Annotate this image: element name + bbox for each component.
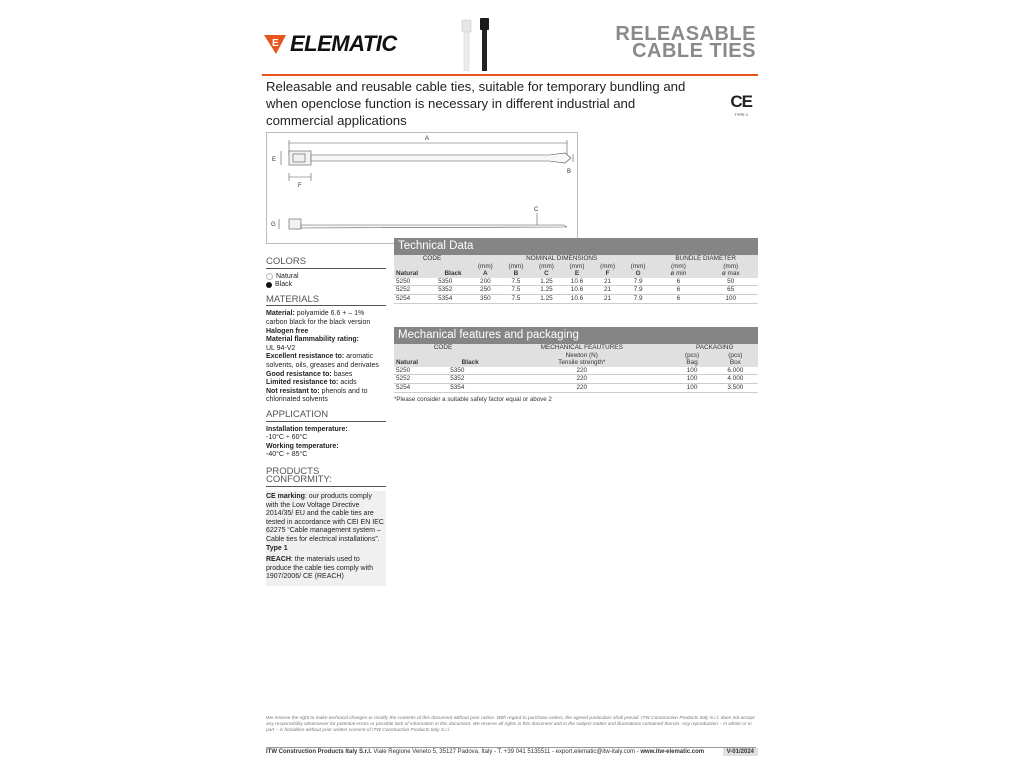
mech-col-natural: Natural [394,359,448,367]
tech-unit: (mm) [531,263,562,271]
table-row [394,278,758,286]
tech-group-dims: NOMINAL DIMENSIONS [470,255,653,263]
table-cell: 5350 [448,367,492,375]
table-row [394,294,758,303]
table-cell: 21 [592,286,623,295]
mechanical-heading: Mechanical features and packaging [394,327,758,344]
footer-contact [266,749,706,755]
tech-col-natural: Natural [394,270,436,278]
technical-data-heading: Technical Data [394,238,758,255]
material-label: Material: [266,310,295,318]
table-cell: 5352 [448,375,492,384]
table-cell: 100 [671,375,712,384]
intro-text: Releasable and reusable cable ties, suitable for temporary bundling and when openclose function is necessary in different industrial and commercial applications [266,79,686,128]
table-row [394,286,758,295]
drawing-label-g: G [271,222,276,228]
mech-col-bag: Bag [671,359,712,367]
mech-unit-newton: Newton (N) [492,352,671,360]
colors-heading: COLORS [266,258,386,269]
excellent-value: aromatic solvents, oils, greases and derivates [266,353,379,369]
material-value: polyamide 6.6 + – 1% carbon black for the black version [266,310,371,326]
technical-drawing [266,132,578,244]
table-cell: 7.5 [501,286,532,295]
install-temp-label: Installation temperature: [266,425,348,433]
good-value: bases [333,370,353,378]
mech-group-pack: PACKAGING [671,344,758,352]
table-cell: 7.9 [623,286,654,295]
elematic-logo-mark-icon [264,33,288,55]
table-cell: 5252 [394,286,436,295]
ce-marking-label: CE marking [266,493,305,501]
natural-swatch-icon [266,273,273,280]
table-cell: 4.000 [713,375,758,384]
table-cell: 6 [653,286,703,295]
tech-unit: (mm) [623,263,654,271]
table-cell: 5354 [436,294,470,303]
mech-group-code: CODE [394,344,492,352]
version-badge: V-01/2024 [723,748,758,756]
application-block [266,426,386,460]
mech-col-black: Black [448,359,492,367]
conformity-heading: PRODUCTS CONFORMITY: [266,468,386,487]
table-cell: 5254 [394,383,448,392]
elematic-logo [264,32,397,56]
table-cell: 7.9 [623,278,654,286]
table-cell: 100 [671,383,712,392]
color-natural-label: Natural [276,272,299,280]
materials-block [266,310,386,405]
tech-col-b: B [501,270,532,278]
table-row [394,383,758,392]
mechanical-section [394,327,758,403]
table-cell: 1.25 [531,294,562,303]
table-cell: 7.5 [501,294,532,303]
flammability-value: UL 94-V2 [266,344,296,352]
black-swatch-icon [266,282,272,288]
tech-unit: (mm) [703,263,758,271]
tech-col-f: F [592,270,623,278]
conformity-block [266,491,386,586]
table-cell: 5250 [394,367,448,375]
not-resistant-label: Not resistant to: [266,387,320,395]
mech-col-box: Box [713,359,758,367]
table-cell: 5252 [394,375,448,384]
tech-unit: (mm) [501,263,532,271]
conformity-type: Type 1 [266,544,288,552]
disclaimer-text: We reserve the right to make technical changes or modify the contents of this document without prior notice. With regard to purchase orders, the agreed particulars shall prevail. ITW Construction Products Italy S.r.l. does not accept any responsibility whatsoever for potential errors or possible lack of information in this document. We reserve all rights in this document and in the subject matter and illustrations contained therein. Any reproduction – in whole or in part – is forbidden without prior written consent of ITW Construction Products Italy S.r.l. [266,716,755,733]
drawing-label-a: A [425,136,430,142]
table-cell: 7.5 [501,278,532,286]
drawing-label-b: B [567,169,572,175]
title-line-2: CABLE TIES [632,40,756,62]
not-resistant-value: phenols and to chlorinated solvents [266,387,368,404]
mech-col-tensile: Tensile strength* [492,359,671,367]
table-cell: 5350 [436,278,470,286]
table-cell: 21 [592,294,623,303]
halogen-free: Halogen free [266,327,309,335]
table-cell: 5254 [394,294,436,303]
tech-unit: (mm) [653,263,703,271]
tech-unit: (mm) [562,263,593,271]
ce-marking-text: : our products comply with the Low Voltage Directive 2014/35/ EU and the cable ties are tested in accordance with CEI EN IEC 62275 “Cable management system – Cable ties for electrical installations”. [266,493,384,544]
tech-col-c: C [531,270,562,278]
technical-data-table [394,255,758,304]
table-cell: 220 [492,367,671,375]
table-cell: 350 [470,294,501,303]
table-cell: 1.25 [531,278,562,286]
safety-note: *Please consider a suitable safety factor equal or above 2 [394,395,552,403]
left-column [266,254,386,586]
cable-ties-product-image [432,16,512,71]
ce-marking [730,92,752,117]
title-line-1: RELEASABLE [615,23,756,45]
mech-unit-bag: (pcs) [671,352,712,360]
tech-unit: (mm) [470,263,501,271]
flammability-label: Material flammability rating: [266,336,359,344]
table-cell: 3.500 [713,383,758,392]
table-cell: 200 [470,278,501,286]
tech-group-code: CODE [394,255,470,263]
table-cell: 10.6 [562,278,593,286]
table-cell: 6 [653,278,703,286]
table-cell: 100 [671,367,712,375]
footer-website-link[interactable]: www.itw-elematic.com [640,749,705,755]
document-title [615,23,756,62]
tech-col-g: G [623,270,654,278]
footer-divider [266,747,756,748]
color-black [266,281,386,290]
materials-heading: MATERIALS [266,296,386,307]
table-cell: 5250 [394,278,436,286]
table-cell: 220 [492,383,671,392]
tech-col-max: ø max [703,270,758,278]
table-cell: 65 [703,286,758,295]
footer-company: ITW Construction Products Italy S.r.l. [266,749,372,755]
table-row [394,367,758,375]
table-cell: 50 [703,278,758,286]
working-temp-label: Working temperature: [266,442,339,450]
ce-type-label: TYPE 1 [734,112,749,117]
tech-col-black: Black [436,270,470,278]
install-temp-value: -10°C ÷ 60°C [266,434,308,442]
tech-col-a: A [470,270,501,278]
brand-name: ELEMATIC [290,31,397,56]
header-divider [262,74,758,76]
table-cell: 21 [592,278,623,286]
table-row [394,375,758,384]
drawing-label-c: C [534,207,539,213]
drawing-label-e: E [272,157,277,163]
tech-unit: (mm) [592,263,623,271]
table-cell: 220 [492,375,671,384]
table-cell: 5352 [436,286,470,295]
table-cell: 6.000 [713,367,758,375]
tech-group-bundle: BUNDLE DIAMETER [653,255,758,263]
mech-group-mech: MECHANICAL FEAUTURES [492,344,671,352]
ce-mark-icon: CE [730,92,752,111]
table-cell: 10.6 [562,286,593,295]
working-temp-value: -40°C ÷ 85°C [266,451,308,459]
color-black-label: Black [275,281,293,289]
drawing-label-f: F [298,183,302,189]
footer-address: Viale Regione Veneto 5, 35127 Padova, Italy - T. +39 041 5135511 - export.elematic@itw-italy.com - [371,749,641,755]
table-cell: 6 [653,294,703,303]
limited-label: Limited resistance to: [266,379,339,387]
reach-label: REACH [266,556,291,564]
table-cell: 10.6 [562,294,593,303]
table-cell: 7.9 [623,294,654,303]
technical-data-section [394,238,758,304]
table-cell: 1.25 [531,286,562,295]
application-heading: APPLICATION [266,411,386,422]
mech-unit-box: (pcs) [713,352,758,360]
tech-col-e: E [562,270,593,278]
mechanical-table [394,344,758,393]
color-natural [266,273,386,282]
good-label: Good resistance to: [266,370,332,378]
reach-text: : the materials used to produce the cable ties comply with 1907/2006/ CE (REACH) [266,556,373,581]
svg-text:E: E [272,38,279,49]
limited-value: acids [340,379,357,387]
datasheet-page [262,18,762,763]
excellent-label: Excellent resistance to: [266,353,345,361]
table-cell: 250 [470,286,501,295]
table-cell: 100 [703,294,758,303]
table-cell: 5354 [448,383,492,392]
tech-col-min: ø min [653,270,703,278]
